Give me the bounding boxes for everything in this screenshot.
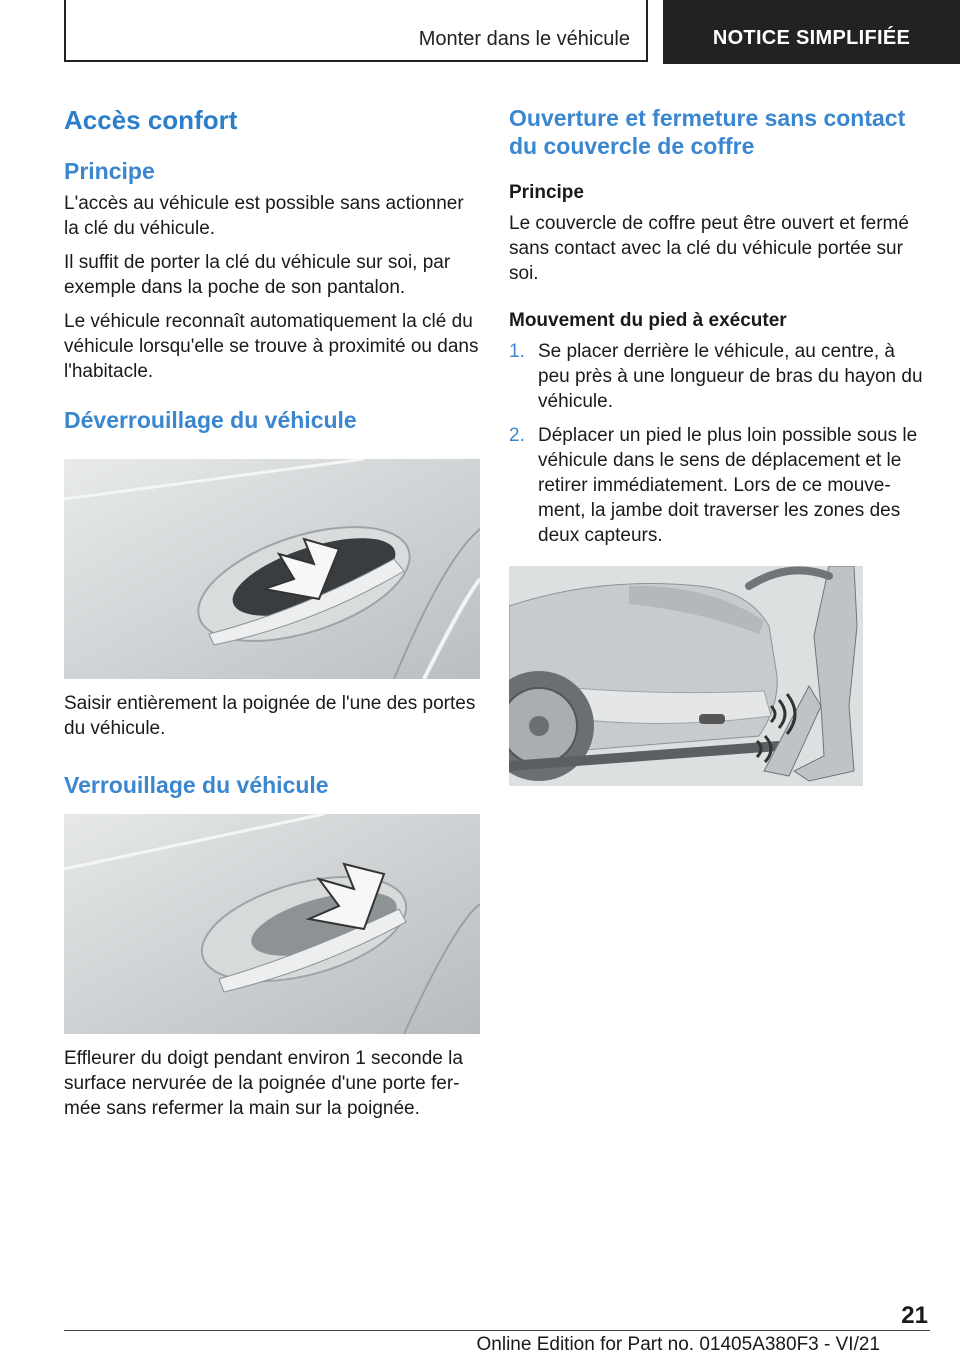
trunk-kick-sensor-figure xyxy=(509,566,863,786)
subheading-principe-coffre: Principe xyxy=(509,182,584,203)
footer-edition: Online Edition for Part no. 01405A380F3 - VI/21 xyxy=(476,1334,880,1355)
left-column xyxy=(64,98,480,1121)
step-text: Déplacer un pied le plus loin possible sous le véhicule dans le sens de déplacement et le retirer immédiatement. Lors de ce mouve‐ment, la jambe doit traverser les zones des deux capteurs. xyxy=(538,425,918,546)
lock-instruction: Effleurer du doigt pendant environ 1 seconde la surface nervurée de la poignée d'une porte fer‐mée sans refermer la main sur la poignée. xyxy=(64,1048,463,1119)
principe-coffre-paragraph: Le couvercle de coffre peut être ouvert et fermé sans contact avec la clé du véhicule portée sur soi. xyxy=(509,213,909,284)
right-column xyxy=(509,98,929,786)
footer-divider xyxy=(64,1330,930,1331)
trunk-kick-sensor-illustration xyxy=(509,566,863,786)
list-item xyxy=(509,423,929,548)
subheading-verrouillage: Verrouillage du véhicule xyxy=(64,772,329,798)
door-handle-unlock-illustration xyxy=(64,459,480,679)
subheading-principe: Principe xyxy=(64,158,155,184)
unlock-instruction: Saisir entièrement la poignée de l'une des portes du véhicule. xyxy=(64,693,476,739)
page-number: 21 xyxy=(901,1302,928,1329)
door-handle-lock-figure xyxy=(64,814,480,1034)
principe-paragraph-1: L'accès au véhicule est possible sans actionner la clé du véhicule. xyxy=(64,193,464,239)
door-handle-lock-illustration xyxy=(64,814,480,1034)
step-number: 1. xyxy=(509,341,525,362)
list-item xyxy=(509,339,929,414)
principe-paragraph-2: Il suffit de porter la clé du véhicule sur soi, par exemple dans la poche de son pantalon. xyxy=(64,252,451,298)
door-handle-unlock-figure xyxy=(64,459,480,679)
steps-list xyxy=(509,339,929,548)
principe-paragraph-3: Le véhicule reconnaît automatiquement la clé du véhicule lorsqu'elle se trouve à proximité ou dans l'habitacle. xyxy=(64,311,479,382)
section-title-acces-confort: Accès confort xyxy=(64,105,238,135)
header-tab: NOTICE SIMPLIFIÉE xyxy=(663,0,960,64)
step-text: Se placer derrière le véhicule, au centre, à peu près à une longueur de bras du hayon du véhicule. xyxy=(538,341,923,412)
step-number: 2. xyxy=(509,425,525,446)
section-title-ouverture-coffre: Ouverture et fermeture sans contact du couvercle de coffre xyxy=(509,105,906,159)
header-section-title: Monter dans le véhicule xyxy=(418,28,630,50)
subheading-mouvement-pied: Mouvement du pied à exécuter xyxy=(509,310,787,331)
subheading-deverrouillage: Déverrouillage du véhicule xyxy=(64,407,357,433)
